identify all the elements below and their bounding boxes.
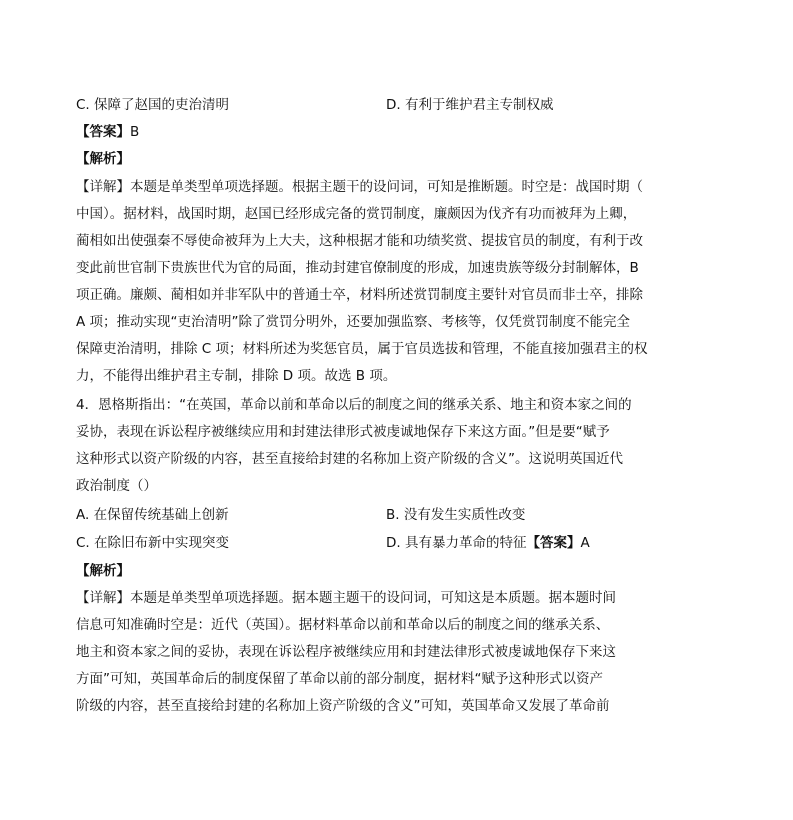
q4-stem-line: 这种形式以资产阶级的内容，甚至直接给封建的名称加上资产阶级的含义”。这说明英国近代 (76, 451, 623, 467)
q4-option-c: C. 在除旧布新中实现突变 (76, 535, 230, 551)
answer-value: B (130, 124, 140, 140)
q4-detail-line: 方面”可知，英国革命后的制度保留了革命以前的部分制度，据材料“赋予这种形式以资产 (76, 671, 603, 687)
q3-detail-line: 项正确。廉颇、蔺相如并非军队中的普通士卒，材料所述赏罚制度主要针对官员而非士卒，排除 (76, 287, 643, 303)
q3-detail-line: 【详解】本题是单类型单项选择题。根据主题干的设问词，可知是推断题。时空是：战国时期（ (76, 179, 643, 195)
q4-detail-line: 【详解】本题是单类型单项选择题。据本题主题干的设问词，可知这是本质题。据本题时间 (76, 590, 616, 606)
q3-detail-line: 蔺相如出使强秦不辱使命被拜为上大夫，这种根据才能和功绩奖赏、提拔官员的制度，有利于改 (76, 233, 643, 249)
q3-detail-line: 力，不能得出维护君主专制，排除 D 项。故选 B 项。 (76, 368, 397, 384)
q4-option-b: B. 没有发生实质性改变 (386, 507, 526, 523)
q4-stem-line: 政治制度（） (76, 478, 157, 494)
q4-detail-line: 地主和资本家之间的妥协，表现在诉讼程序被继续应用和封建法律形式被虔诚地保存下来这 (76, 644, 616, 660)
answer-label: 【答案】 (76, 124, 130, 140)
q4-stem-line: 4．恩格斯指出：“在英国，革命以前和革命以后的制度之间的继承关系、地主和资本家之间的 (76, 397, 632, 413)
q3-detail-line: 变此前世官制下贵族世代为官的局面，推动封建官僚制度的形成，加速贵族等级分封制解体，B (76, 260, 639, 276)
q3-option-d: D. 有利于维护君主专制权威 (386, 97, 554, 113)
answer-label: 【答案】 (526, 535, 581, 551)
q4-analysis-label: 【解析】 (76, 563, 130, 579)
q4-option-d (386, 533, 590, 553)
q3-detail-line: 中国）。据材料，战国时期，赵国已经形成完备的赏罚制度，廉颇因为伐齐有功而被拜为上卿， (76, 206, 637, 222)
q4-detail-line: 信息可知准确时空是：近代（英国）。据材料革命以前和革命以后的制度之间的继承关系、 (76, 617, 610, 633)
q3-detail-line: A 项；推动实现“吏治清明”除了赏罚分明外，还要加强监察、考核等，仅凭赏罚制度不能完全 (76, 314, 631, 330)
q4-option-d-text: D. 具有暴力革命的特征 (386, 535, 527, 551)
q3-option-c: C. 保障了赵国的吏治清明 (76, 97, 230, 113)
q4-detail-line: 阶级的内容，甚至直接给封建的名称加上资产阶级的含义”可知，英国革命又发展了革命前 (76, 698, 610, 714)
q4-option-a: A. 在保留传统基础上创新 (76, 507, 229, 523)
answer-value: A (580, 535, 590, 551)
q3-detail-line: 保障吏治清明，排除 C 项；材料所述为奖惩官员，属于官员选拔和管理，不能直接加强君主的权 (76, 341, 648, 357)
q3-answer (76, 122, 139, 142)
q3-analysis-label: 【解析】 (76, 151, 130, 167)
q4-stem-line: 妥协，表现在诉讼程序被继续应用和封建法律形式被虔诚地保存下来这方面。”但是要“赋予 (76, 424, 610, 440)
